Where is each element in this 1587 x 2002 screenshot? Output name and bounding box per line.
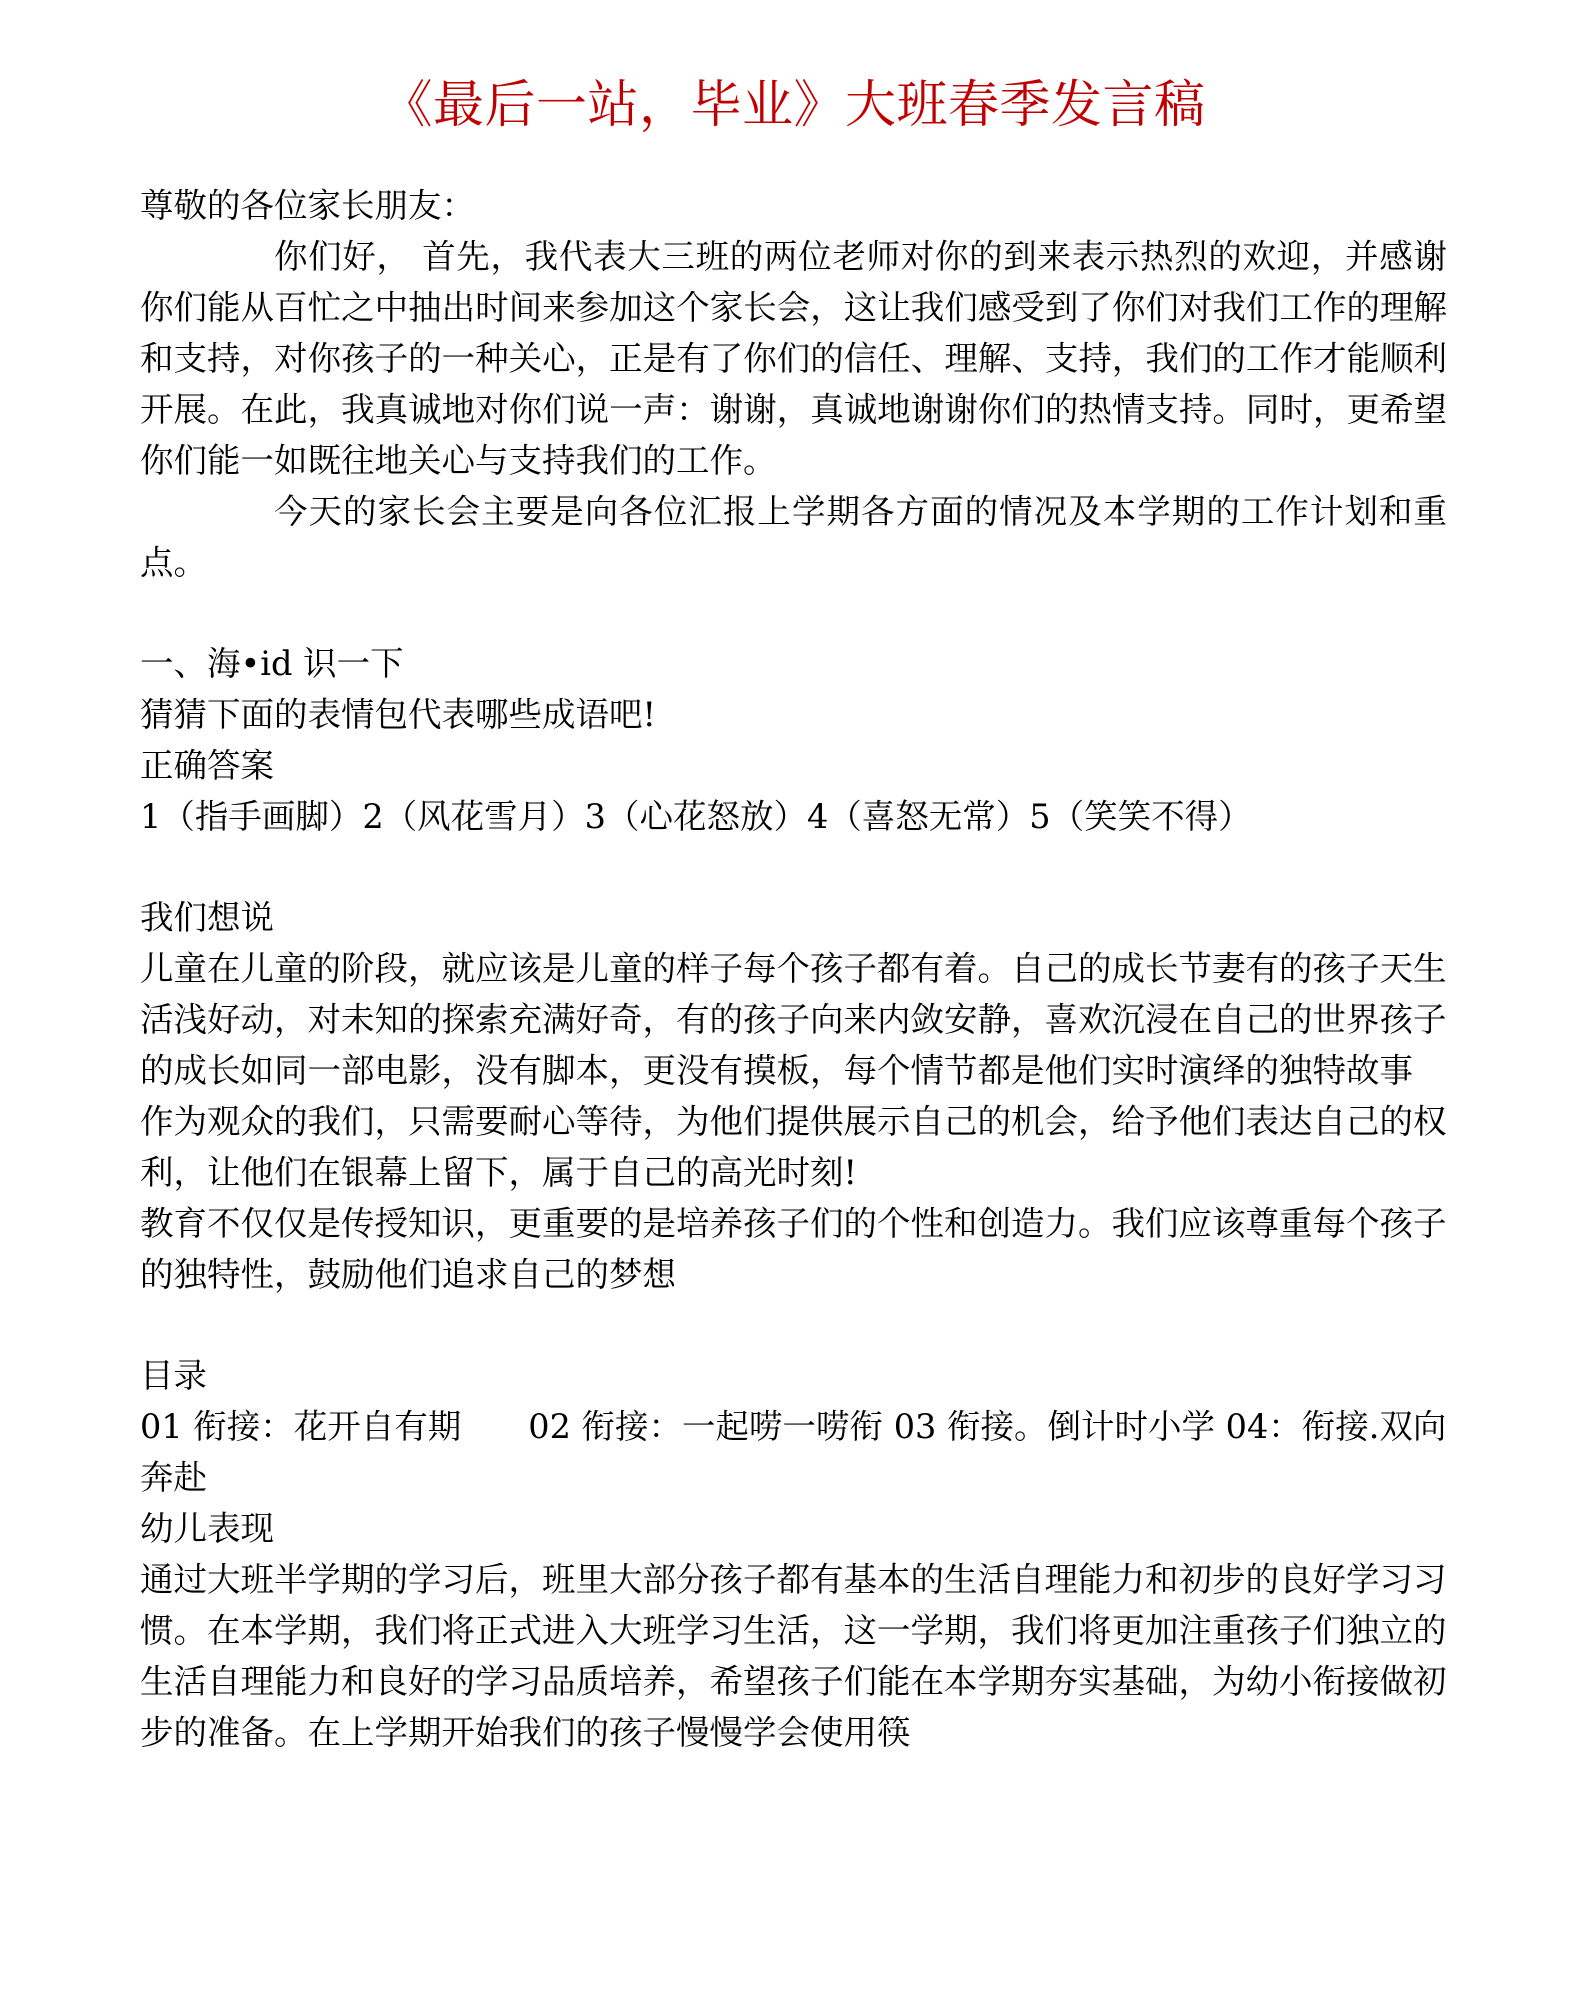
child-performance-paragraph: 通过大班半学期的学习后，班里大部分孩子都有基本的生活自理能力和初步的良好学习习惯。在本学期，我们将正式进入大班学习生活，这一学期，我们将更加注重孩子们独立的生活自理能力和良好的学习品质培养，希望孩子们能在本学期夯实基础，为幼小衔接做初步的准备。在上学期开始我们的孩子慢慢学会使用筷 <box>140 1560 1447 1753</box>
intro-paragraph-2: 今天的家长会主要是向各位汇报上学期各方面的情况及本学期的工作计划和重点。 <box>140 492 1447 583</box>
section-one-heading: 一、海•id 识一下 <box>140 644 404 684</box>
page-title: 《最后一站，毕业》大班春季发言稿 <box>381 76 1206 135</box>
document-body <box>0 180 1587 1758</box>
we-want-to-say-paragraph-1: 儿童在儿童的阶段，就应该是儿童的样子每个孩子都有着。自己的成长节妻有的孩子天生活浅好动，对未知的探索充满好奇，有的孩子向来内敛安静，喜欢沉浸在自己的世界孩子的成长如同一部电影，没有脚本，更没有摸板，每个情节都是他们实时演绎的独特故事 <box>140 949 1447 1091</box>
section-spacer-3 <box>140 1300 1447 1350</box>
we-want-to-say-heading: 我们想说 <box>140 898 274 938</box>
section-one-answer-label: 正确答案 <box>140 746 274 786</box>
we-want-to-say-paragraph-3: 教育不仅仅是传授知识，更重要的是培养孩子们的个性和创造力。我们应该尊重每个孩子的独特性，鼓励他们追求自己的梦想 <box>140 1204 1447 1295</box>
section-one-prompt: 猜猜下面的表情包代表哪些成语吧! <box>140 695 656 735</box>
contents-heading: 目录 <box>140 1356 207 1396</box>
child-performance-heading: 幼儿表现 <box>140 1509 274 1549</box>
title-spacer <box>0 136 1587 180</box>
intro-paragraph-1: 你们好， 首先，我代表大三班的两位老师对你的到来表示热烈的欢迎，并感谢你们能从百忙之中抽出时间来参加这个家长会，这让我们感受到了你们对我们工作的理解和支持，对你孩子的一种关心，正是有了你们的信任、理解、支持，我们的工作才能顺利开展。在此，我真诚地对你们说一声：谢谢，真诚地谢谢你们的热情支持。同时，更希望你们能一如既往地关心与支持我们的工作。 <box>140 237 1447 481</box>
section-spacer-2 <box>140 842 1447 892</box>
salutation: 尊敬的各位家长朋友： <box>140 186 475 226</box>
we-want-to-say-paragraph-2: 作为观众的我们，只需要耐心等待，为他们提供展示自己的机会，给予他们表达自己的权利，让他们在银幕上留下，属于自己的高光时刻! <box>140 1102 1447 1193</box>
section-spacer-1 <box>140 588 1447 638</box>
section-one-answers: 1（指手画脚）2（风花雪月）3（心花怒放）4（喜怒无常）5（笑笑不得） <box>140 797 1252 837</box>
contents-items: 01 衔接：花开自有期 02 衔接：一起唠一唠衔 03 衔接。倒计时小学 04：衔接.双向奔赴 <box>140 1407 1447 1498</box>
